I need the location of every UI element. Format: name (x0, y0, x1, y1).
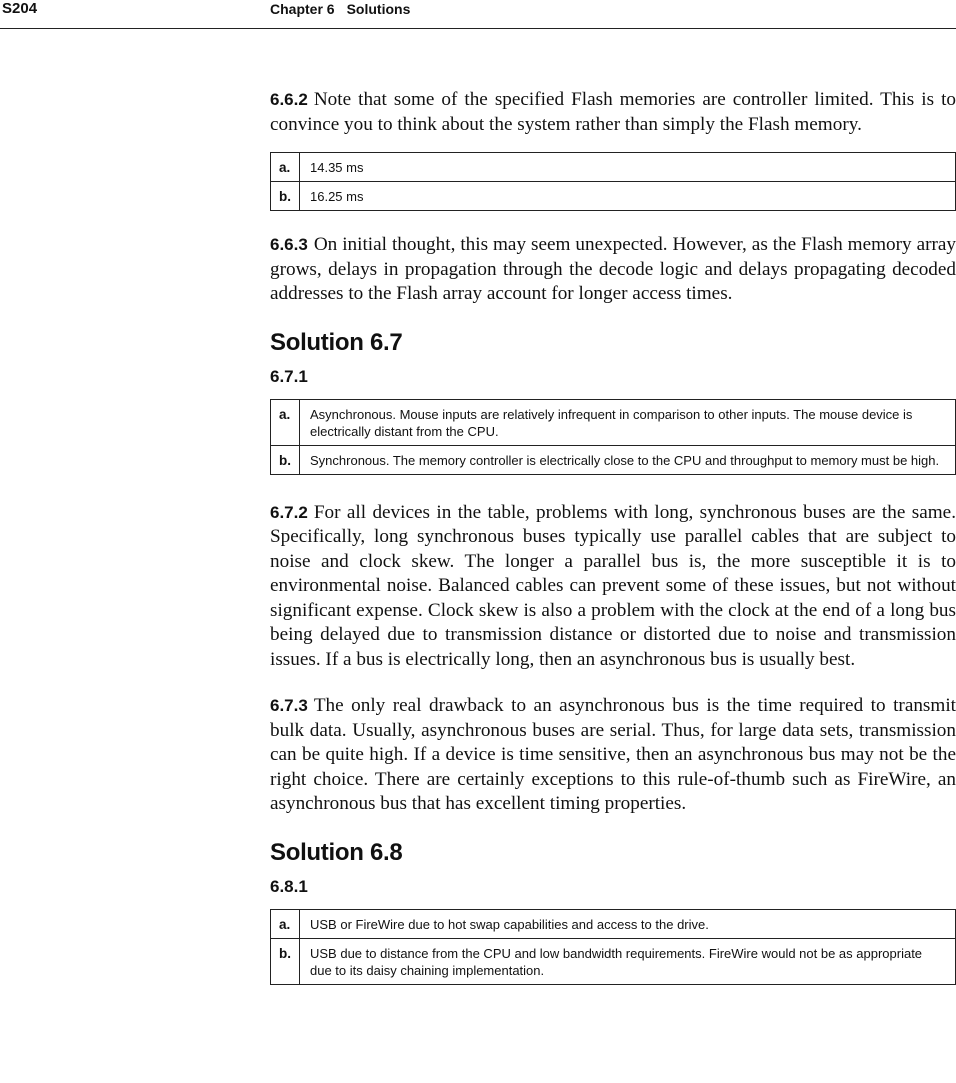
row-key: a. (271, 153, 300, 182)
row-value: 14.35 ms (300, 153, 956, 182)
page-header (0, 0, 956, 29)
row-key: a. (271, 399, 300, 445)
table-row (271, 399, 956, 445)
row-value: Synchronous. The memory controller is electrically close to the CPU and throughput to memory must be high. (300, 445, 956, 474)
row-value: 16.25 ms (300, 182, 956, 211)
section-label-6-6-2: 6.6.2 (270, 90, 308, 109)
section-label-6-7-3: 6.7.3 (270, 696, 308, 715)
answer-table-6-8-1 (270, 909, 956, 985)
running-head (270, 1, 410, 17)
paragraph-text: The only real drawback to an asynchronous bus is the time required to transmit bulk data. Usually, asynchronous buses are serial. Thus, for large data sets, transmission can be quite high. If a device is time sensitive, then an asynchronous bus may not be the right choice. There are certainly exceptions to this rule-of-thumb such as FireWire, an asynchronous bus that has excellent timing properties. (270, 695, 956, 814)
subsection-heading-6-8-1: 6.8.1 (270, 876, 308, 896)
section-label: Solutions (346, 1, 411, 17)
page-number: S204 (2, 0, 38, 17)
row-key: a. (271, 909, 300, 938)
row-value: USB due to distance from the CPU and low bandwidth requirements. FireWire would not be as appropriate due to its daisy chaining implementation. (300, 938, 956, 984)
table-row (271, 153, 956, 182)
subsection-heading-6-7-1: 6.7.1 (270, 366, 308, 386)
table-row (271, 182, 956, 211)
row-value: USB or FireWire due to hot swap capabilities and access to the drive. (300, 909, 956, 938)
paragraph-6-7-2 (270, 501, 956, 673)
answer-table-6-6-2 (270, 152, 956, 211)
paragraph-text: For all devices in the table, problems with long, synchronous buses are the same. Specifically, long synchronous buses typically use parallel cables that are subject to noise and clock skew. The longer a parallel bus is, the more susceptible it is to environmental noise. Balanced cables can prevent some of these issues, but not without significant expense. Clock skew is also a problem with the clock at the end of a long bus being delayed due to transmission distance or distorted due to noise and transmission issues. If a bus is electrically long, then an asynchronous bus is usually best. (270, 501, 956, 670)
solution-heading-6-7: Solution 6.7 (270, 328, 403, 356)
row-value: Asynchronous. Mouse inputs are relatively infrequent in comparison to other inputs. The mouse device is electrically distant from the CPU. (300, 399, 956, 445)
solution-heading-6-8: Solution 6.8 (270, 838, 403, 866)
paragraph-text: On initial thought, this may seem unexpected. However, as the Flash memory array grows, delays in propagation through the decode logic and delays propagating decoded addresses to the Flash array account for longer access times. (270, 234, 956, 304)
table-row (271, 909, 956, 938)
row-key: b. (271, 938, 300, 984)
chapter-label: Chapter 6 (270, 1, 335, 17)
page-content (270, 88, 956, 985)
paragraph-6-6-2 (270, 88, 956, 137)
row-key: b. (271, 445, 300, 474)
paragraph-text: Note that some of the specified Flash memories are controller limited. This is to convince you to think about the system rather than simply the Flash memory. (270, 89, 956, 135)
paragraph-6-6-3 (270, 233, 956, 307)
section-label-6-6-3: 6.6.3 (270, 235, 308, 254)
row-key: b. (271, 182, 300, 211)
section-label-6-7-2: 6.7.2 (270, 502, 308, 522)
table-row (271, 938, 956, 984)
table-row (271, 445, 956, 474)
paragraph-6-7-3 (270, 694, 956, 817)
answer-table-6-7-1 (270, 399, 956, 475)
